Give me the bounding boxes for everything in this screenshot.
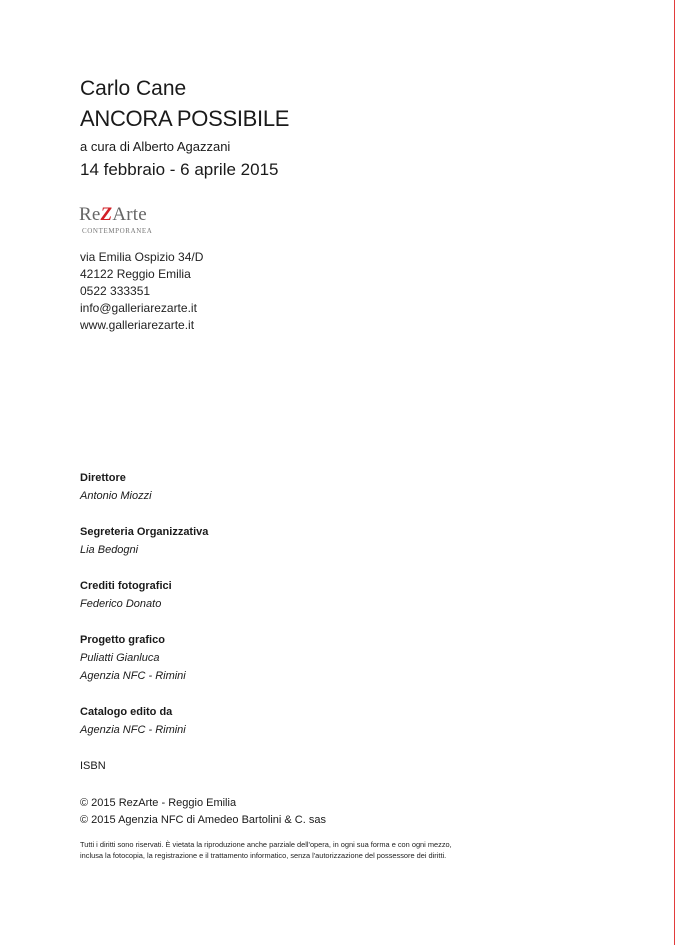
page-edge-line (674, 0, 675, 945)
credit-publisher (80, 703, 208, 739)
credit-heading: Progetto grafico (80, 634, 165, 646)
address-website[interactable]: www.galleriarezarte.it (80, 318, 195, 332)
credit-value: Agenzia NFC - Rimini (80, 670, 186, 682)
credit-photo (80, 577, 208, 613)
credit-value: Antonio Miozzi (80, 490, 152, 502)
credit-heading: Catalogo edito da (80, 706, 173, 718)
rights-line: inclusa la fotocopia, la registrazione e il trattamento informatico, senza l'autorizzazione del possessore dei diritti. (80, 851, 447, 860)
isbn-label: ISBN (80, 760, 106, 772)
copyright-line: © 2015 Agenzia NFC di Amedeo Bartolini & C. sas (80, 814, 326, 826)
artist-name: Carlo Cane (80, 77, 187, 100)
credit-heading: Direttore (80, 472, 126, 484)
address-phone: 0522 333351 (80, 284, 151, 298)
rights-line: Tutti i diritti sono riservati. È vietata la riproduzione anche parziale dell'opera, in ogni sua forma e con ogni mezzo, (80, 840, 452, 849)
credit-value: Agenzia NFC - Rimini (80, 724, 186, 736)
curator-line: a cura di Alberto Agazzani (80, 139, 231, 154)
logo-wordmark: ReZArte (79, 204, 147, 225)
credit-graphic-design (80, 631, 208, 685)
credit-value: Puliatti Gianluca (80, 652, 160, 664)
address-street: via Emilia Ospizio 34/D (80, 250, 204, 264)
copyright-section (80, 795, 326, 829)
credit-value: Federico Donato (80, 598, 162, 610)
copyright-line: © 2015 RezArte - Reggio Emilia (80, 797, 237, 809)
credit-director (80, 469, 208, 505)
credit-heading: Crediti fotografici (80, 580, 172, 592)
credit-value: Lia Bedogni (80, 544, 139, 556)
rezarte-logo (79, 205, 179, 239)
address-city: 42122 Reggio Emilia (80, 267, 191, 281)
exhibition-title: ANCORA POSSIBILE (80, 106, 290, 131)
credits-section (80, 469, 208, 757)
gallery-address (80, 249, 203, 334)
rights-notice (80, 839, 452, 861)
credit-heading: Segreteria Organizzativa (80, 526, 209, 538)
exhibition-dates: 14 febbraio - 6 aprile 2015 (80, 160, 279, 179)
logo-subtitle: CONTEMPORANEA (82, 227, 153, 235)
address-email[interactable]: info@galleriarezarte.it (80, 301, 197, 315)
credit-secretary (80, 523, 208, 559)
